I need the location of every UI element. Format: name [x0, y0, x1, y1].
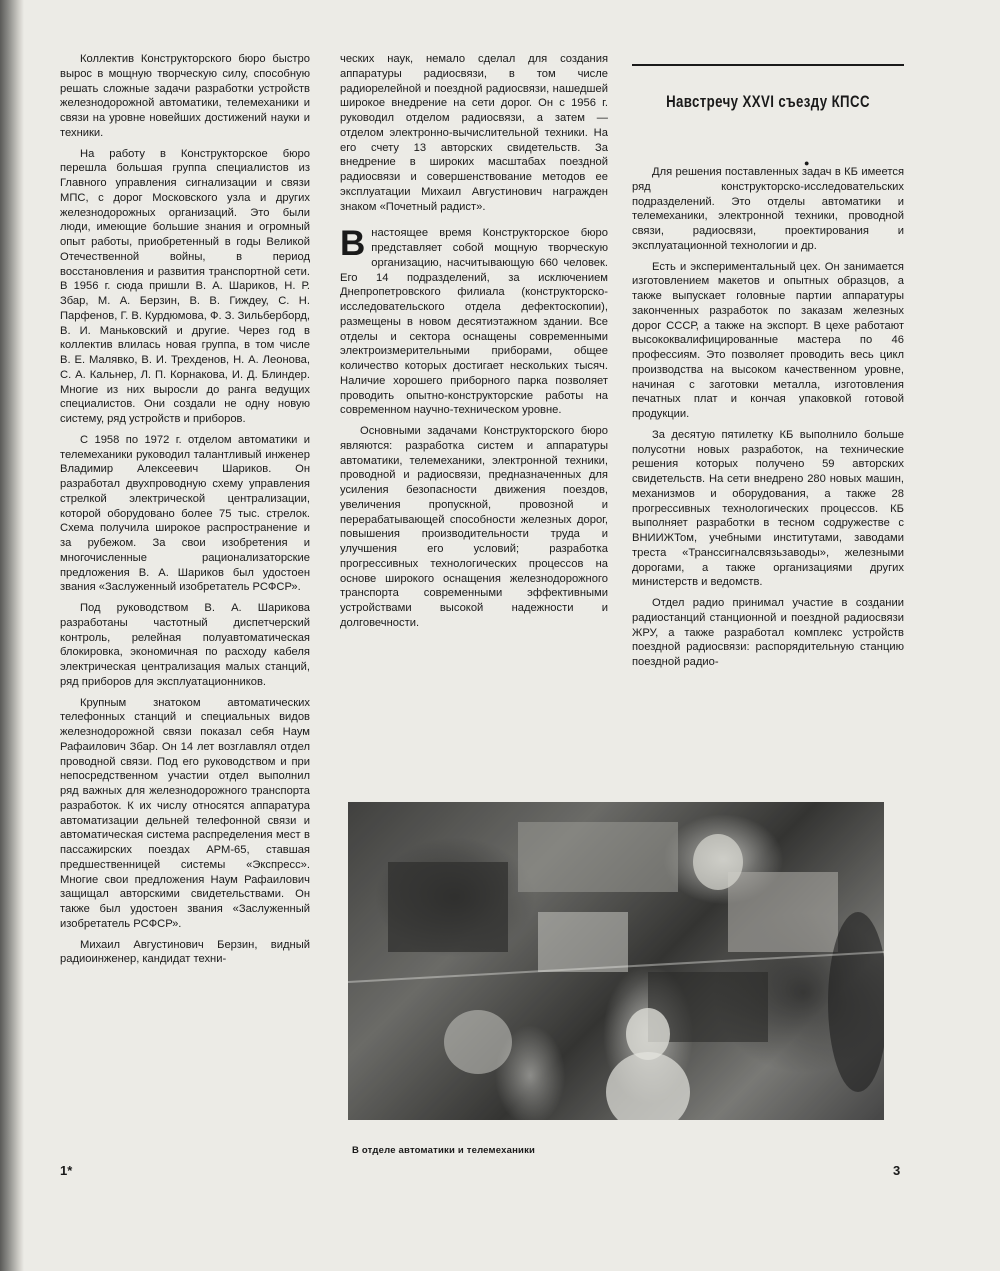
paragraph: Основными задачами Конструкторского бюро являются: разработка систем и аппаратуры автоматики, телемеханики, электронной техники, проводной и радиосвязи, предназначенных для усиления безопасности движения поездов, увеличения пропускной, провозной и перерабатывающей способности железных дорог, повышения производительности труда и улучшения его условий; разработка прогрессивных технологических процессов на основе широкого оснащения железнодорожного транспорта современными эффективными устройствами высокой надежности и долговечности. [340, 425, 608, 629]
paragraph: Для решения поставленных задач в КБ имеется ряд конструкторско-исследовательских подразделений. Это отделы автоматики и телемеханики, электронной техники, проводной связи, радиосвязи, проектирования и эксплуатационной технологии и др. [632, 166, 904, 252]
paragraph: Крупным знатоком автоматических телефонных станций и специальных видов железнодорожной связи показал себя Наум Рафаилович Збар. Он 14 лет возглавлял отдел проводной связи. Под его руководством и при непосредственном участии отдел выполнил ряд важных для железнодорожного транспорта разработок. К их числу относятся аппаратура автоматизации дельней телефонной связи и автоматическая система распределения мест в пассажирских поездах АРМ-65, ставшая предшественницей системы «Экспресс». Многие свои предложения Наум Рафаилович защищал авторскими свидетельствами. Он также был удостоен звания «Заслуженный изобретатель РСФСР». [60, 696, 310, 930]
middle-column [340, 52, 608, 637]
page-number: 3 [893, 1163, 901, 1178]
paragraph: ческих наук, немало сделал для создания аппаратуры радиосвязи, в том числе радиорелейной и поездной радиосвязи, нашедшей широкое внедрение на сети дорог. Он с 1956 г. руководил отделом радиосвязи, а затем — отделом электронно-вычислительной техники. На его счету 13 авторских свидетельств. За внедрение в широких масштабах поездной радиосвязи и совершенствование методов ее эксплуатации Михаил Августинович награжден знаком «Почетный радист». [340, 53, 608, 213]
dropcap-letter: В [340, 224, 366, 264]
left-column [60, 52, 310, 973]
rubric-heading [632, 58, 904, 168]
photo-lab-workers [348, 802, 884, 1120]
right-column [632, 165, 904, 676]
heading-title: Навстречу XXVI съезду КПСС [666, 92, 870, 111]
paragraph: Есть и экспериментальный цех. Он занимается изготовлением макетов и опытных образцов, а также выпускает головные партии аппаратуры законченных разработок по заказам железных дорог СССР, а также на экспорт. В цехе работают высококвалифицированные мастера по 46 профессиям. Это позволяет проводить весь цикл производства на высоком качественном уровне, начиная с заготовки металла, изготовления печатных плат и кончая упаковкой готовой продукции. [632, 260, 904, 420]
photo-illustration [348, 802, 884, 1120]
paragraph: Михаил Августинович Берзин, видный радиоинженер, кандидат техни- [60, 938, 310, 966]
paragraph: Коллектив Конструкторского бюро быстро вырос в мощную творческую силу, способную решать сложные задачи разработки устройств железнодорожной автоматики, телемеханики и связи на уровне новейших достижений науки и техники. [60, 53, 310, 139]
paragraph: На работу в Конструкторское бюро перешла большая группа специалистов из Главного управления сигнализации и связи МПС, с дорог Московского узла и других железнодорожных организаций. Это были люди, имеющие большие знания и огромный опыт работы, приобретенный в годы Великой Отечественной войны, в период восстановления и развития транспортной сети. В 1956 г. сюда пришли В. А. Шариков, Н. Р. Збар, М. А. Берзин, В. В. Гиждеу, С. Н. Парфенов, Г. В. Курдюмова, Ф. З. Зильберборд, В. И. Маньковский и другие. Через год в коллектив влилась новая группа, в том числе В. Е. Малявко, В. И. Трехденов, Н. А. Леонова, С. А. Кальнер, Л. П. Корнакова, И. Д. Блиндер. Многие из них выросли до ранга ведущих специалистов. Они создали не одну новую систему, ряд устройств и приборов. [60, 147, 310, 425]
paragraph: Отдел радио принимал участие в создании радиостанций станционной и поездной радиосвязи ЖРУ, а также разработал комплекс устройств поездной радиосвязи: распорядительную станцию поездной радио- [632, 597, 904, 668]
dropcap-paragraph-text: настоящее время Конструкторское бюро представляет собой мощную творческую организацию, насчитывающую 660 человек. Его 14 подразделений, за исключением Днепропетровского филиала (конструкторско-исследовательского отдела дефектоскопии), размещены в новом десятиэтажном здании. Все отделы и сектора оснащены современными электроизмерительными приборами, общее количество которых достигает нескольких тысяч. Наличие хорошего приборного парка позволяет проводить опытно-конструкторские работы на современном научно-техническом уровне. [340, 227, 608, 417]
signature-mark: 1* [60, 1163, 73, 1178]
heading-rule [632, 64, 904, 66]
page-spine-shadow [0, 0, 24, 1271]
paragraph: С 1958 по 1972 г. отделом автоматики и телемеханики руководил талантливый инженер Владимир Алексеевич Шариков. Он разработал двухпроводную схему управления стрелкой электрической централизации, которой оборудовано более 75 тыс. стрелок. Схема получила широкое распространение и за рубежом. За свои изобретения и многочисленные рационализаторские предложения В. А. Шариков был удостоен звания «Заслуженный изобретатель РСФСР». [60, 433, 310, 594]
dot-mark: ● [804, 158, 810, 168]
photo-caption: В отделе автоматики и телемеханики [352, 1145, 536, 1156]
paragraph: За десятую пятилетку КБ выполнило больше полусотни новых разработок, на технические решения которых получено 59 авторских свидетельств. На сети внедрено 280 новых машин, механизмов и оборудования, а также 28 прогрессивных технологических процессов. КБ выполняет разработки в тесном содружестве с ВНИИЖТом, учебными институтами, заводами треста «Трансcигналсвязьзаводы», железными дорогами, а также организациями других министерств и ведомств. [632, 428, 904, 589]
paragraph: Под руководством В. А. Шарикова разработаны частотный диспетчерский контроль, релейная полуавтоматическая блокировка, экономичная по расходу кабеля электрическая централизация малых станций, ряд приборов для эксплуатационников. [60, 602, 310, 688]
paragraph-dropcap [340, 226, 608, 418]
